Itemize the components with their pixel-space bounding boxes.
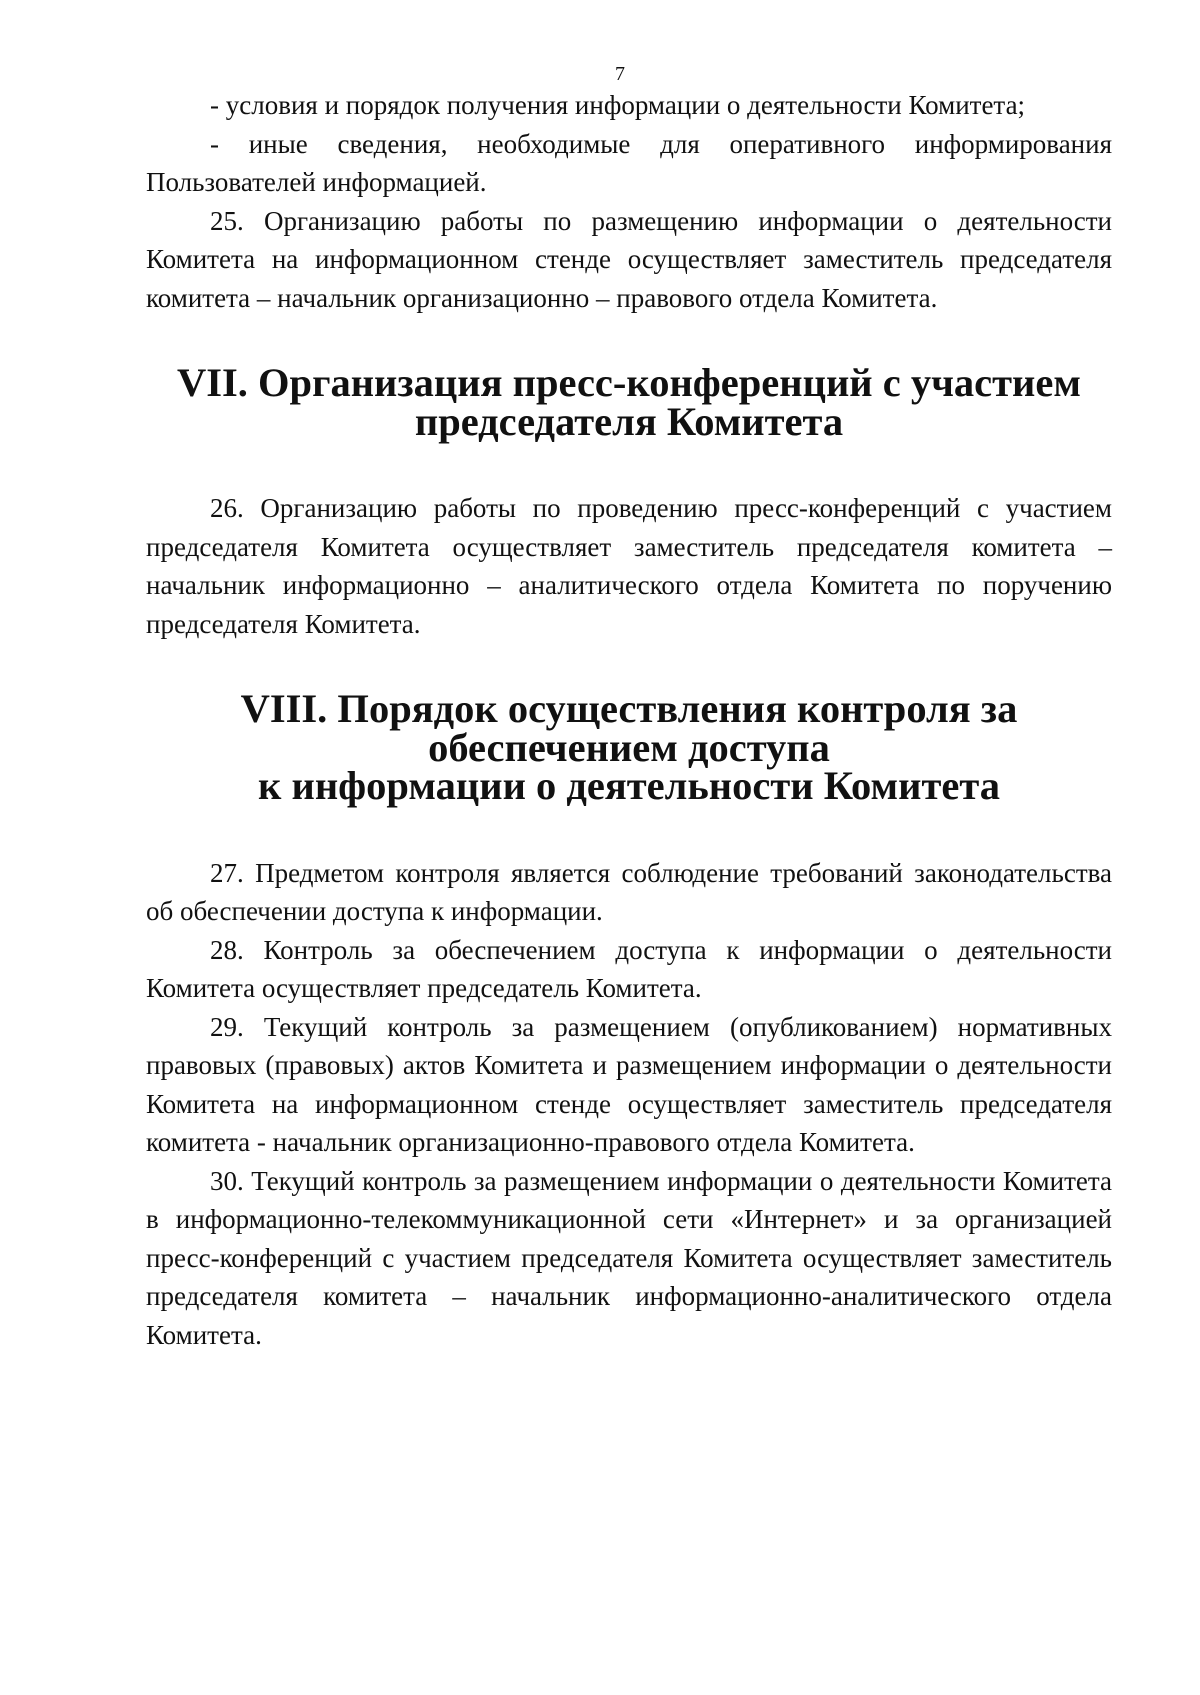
section-heading-vii-line2: председателя Комитета bbox=[414, 398, 844, 444]
section-heading-viii bbox=[146, 686, 1112, 808]
section-heading-viii-line2: к информации о деятельности Комитета bbox=[258, 763, 1000, 808]
paragraph-26: 26. Организацию работы по проведению пресс-конференций с участием председателя Комитета осуществляет заместитель председателя комитета – начальник информационно – аналитического отдела Комитета по поручению председателя Комитета. bbox=[146, 493, 1112, 639]
section-heading-vii bbox=[146, 360, 1112, 444]
list-item-conditions: - условия и порядок получения информации о деятельности Комитета; bbox=[210, 90, 1026, 120]
paragraph-25: 25. Организацию работы по размещению информации о деятельности Комитета на информационном стенде осуществляет заместитель председателя комитета – начальник организационно – правового отдела Комитета. bbox=[146, 205, 1112, 313]
document-body bbox=[146, 86, 1112, 1354]
section-heading-vii-line1: VII. Организация пресс-конференций с участием bbox=[177, 360, 1081, 405]
paragraph-30: 30. Текущий контроль за размещением информации о деятельности Комитета в информационно-телекоммуникационной сети «Интернет» и за организацией пресс-конференций с участием председателя Комитета осуществляет заместитель председателя комитета – начальник информационно-аналитического отдела Комитета. bbox=[146, 1165, 1112, 1350]
paragraph-28: 28. Контроль за обеспечением доступа к информации о деятельности Комитета осуществляет председатель Комитета. bbox=[146, 934, 1112, 1003]
list-item-other-info: - иные сведения, необходимые для оперативного информирования Пользователей информацией. bbox=[146, 128, 1112, 197]
page-number: 7 bbox=[615, 63, 625, 85]
paragraph-29: 29. Текущий контроль за размещением (опубликованием) нормативных правовых (правовых) актов Комитета и размещением информации о деятельности Комитета на информационном стенде осуществляет заместитель председателя комитета - начальник организационно-правового отдела Комитета. bbox=[146, 1011, 1112, 1157]
paragraph-27: 27. Предметом контроля является соблюдение требований законодательства об обеспечении доступа к информации. bbox=[146, 857, 1112, 926]
section-heading-viii-line1: VIII. Порядок осуществления контроля за обеспечением доступа bbox=[240, 686, 1018, 770]
